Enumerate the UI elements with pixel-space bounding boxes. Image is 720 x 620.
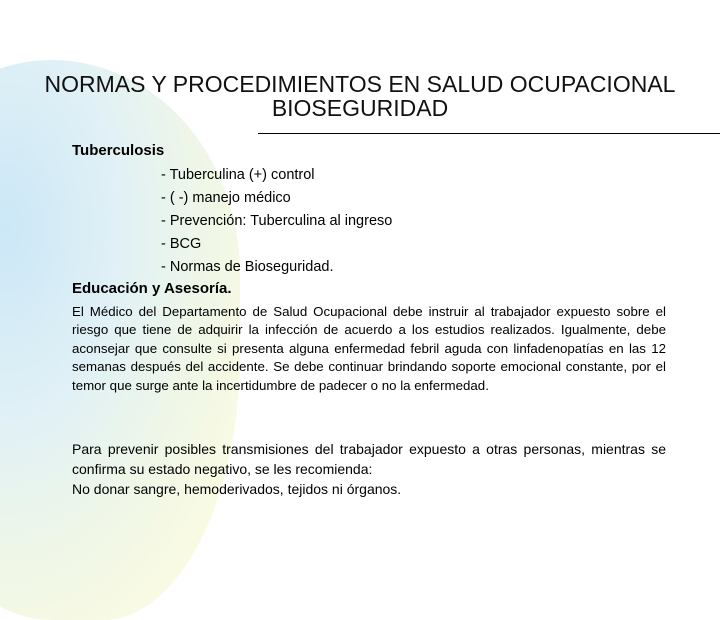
section-heading-tuberculosis: Tuberculosis	[72, 142, 165, 159]
list-item: - BCG	[161, 236, 202, 252]
title-divider	[258, 133, 720, 134]
list-item: - Normas de Bioseguridad.	[161, 259, 334, 275]
slide-title	[0, 72, 720, 120]
title-line-1: NORMAS Y PROCEDIMIENTOS EN SALUD OCUPACIONAL	[44, 71, 676, 97]
paragraph-instructions: El Médico del Departamento de Salud Ocupacional debe instruir al trabajador expuesto sobre el riesgo que tiene de adquirir la infección de acuerdo a los estudios realizados. Igualmente, debe aconsejar que consulte si presenta alguna enfermedad febril aguda con linfadenopatías en las 12 semanas después del accidente. Se debe continuar brindando soporte emocional constante, por el temor que surge ante la incertidumbre de padecer o no la enfermedad.	[72, 304, 666, 393]
list-item: - Prevención: Tuberculina al ingreso	[161, 213, 393, 229]
prevention-recommendation: No donar sangre, hemoderivados, tejidos ni órganos.	[72, 481, 402, 497]
paragraph-prevention	[72, 439, 666, 499]
list-item: - Tuberculina (+) control	[161, 167, 315, 183]
prevention-text: Para prevenir posibles transmisiones del trabajador expuesto a otras personas, mientras se confirma su estado negativo, se les recomienda:	[72, 441, 666, 477]
tuberculosis-list	[161, 165, 392, 280]
list-item: - ( -) manejo médico	[161, 190, 291, 206]
title-line-2: BIOSEGURIDAD	[271, 95, 449, 121]
section-heading-educacion: Educación y Asesoría.	[72, 280, 232, 297]
